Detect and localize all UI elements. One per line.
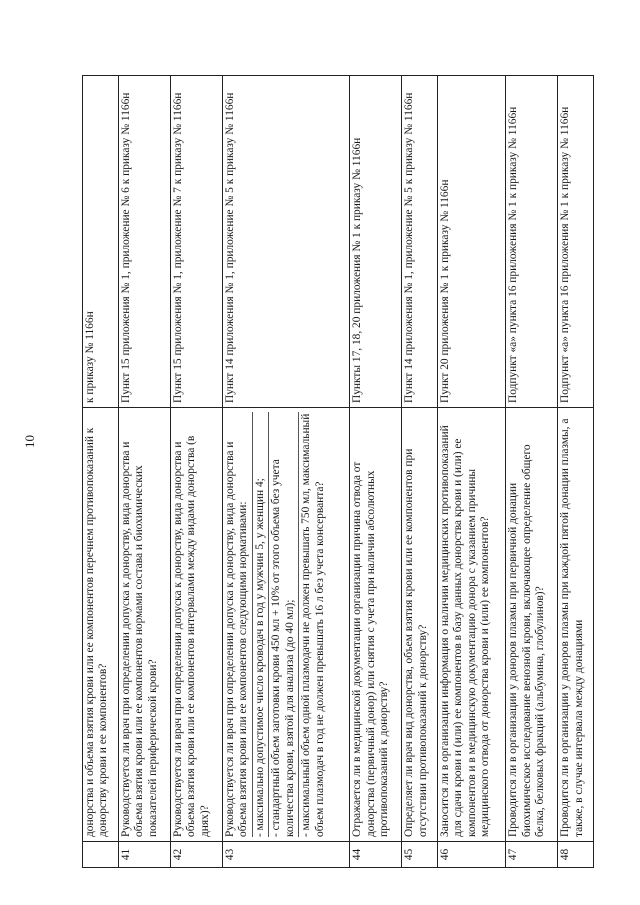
question-text: - максимальный объем одной плазмодачи не должен превышать 750 мл, максимальный объем плазмодач в год не должен превышать 16 л без учета консерванта? (300, 413, 326, 837)
question-text: Проводится ли в организации у доноров плазмы при первичной донации биохимическое исследование венозной крови, включающее определение общего белка, белковых фракций (альбумина, глобулинов)? (507, 444, 547, 837)
question-text: Отражается ли в медицинской документации организации причина отвода от донорства (первичный донор) или снятия с учета при наличии абсолютных противопоказаний к донорству? (351, 461, 391, 837)
question-cell (83, 408, 119, 842)
table-body (83, 76, 594, 868)
question-text: Проводится ли в организации у доноров плазмы при каждой пятой донации плазмы, а также, в случае интервала между донациями (559, 418, 585, 837)
question-cell (402, 408, 438, 842)
row-number: 42 (170, 842, 222, 868)
row-number: 41 (118, 842, 170, 868)
row-number: 43 (222, 842, 349, 868)
question-cell (170, 408, 222, 842)
reference-cell: Пункт 20 приложения № 1 к приказу № 1166н (437, 76, 505, 408)
question-text: Заносится ли в организации информация о наличии медицинских противопоказаний для сдачи крови и (или) ее компонентов в базу данных донорства крови и (или) ее компонентов и в медицинскую документацию донора с указанием причины медицинского отвода от донорства крови и (или) ее компонентов? (438, 425, 492, 837)
question-text: Руководствуется ли врач при определении допуска к донорству, вида донорства и объема взятия крови или ее компонентов нормами состава и биохимических показателей периферической крови? (119, 441, 159, 837)
row-number: 48 (558, 842, 594, 868)
table-row (83, 76, 119, 868)
table-row (402, 76, 438, 868)
reference-cell: Пункт 15 приложения № 1, приложение № 6 к приказу № 1166н (118, 76, 170, 408)
table-row (222, 76, 349, 868)
question-cell (118, 408, 170, 842)
reference-cell: Пункт 15 приложения № 1, приложение № 7 к приказу № 1166н (170, 76, 222, 408)
table-row (437, 76, 505, 868)
question-text: Определяет ли врач вид донорства, объем взятия крови или ее компонентов при отсутствии противопоказаний к донорству? (403, 448, 429, 837)
row-number: 44 (350, 842, 402, 868)
reference-cell: Пункты 17, 18, 20 приложения № 1 к приказу № 1166н (350, 76, 402, 408)
question-cell (506, 408, 558, 842)
question-cell (350, 408, 402, 842)
table-row (350, 76, 402, 868)
question-cell (222, 408, 349, 842)
question-text: - максимально допустимое число кроводач в год у мужчин 5, у женщин 4; (252, 412, 267, 837)
question-text: - стандартный объем заготовки крови 450 мл + 10% от этого объема без учета количества крови, взятой для анализа (до 40 мл); (268, 412, 297, 837)
row-number: 46 (437, 842, 505, 868)
checklist-table (82, 75, 594, 868)
reference-cell: Подпункт «а» пункта 16 приложения № 1 к приказу № 1166н (506, 76, 558, 408)
table-row (506, 76, 558, 868)
question-text: Руководствуется ли врач при определении допуска к донорству, вида донорства и объема взятия крови или ее компонентов следующими нормативами: (223, 441, 250, 837)
table-row (558, 76, 594, 868)
page-number: 10 (22, 435, 37, 448)
row-number: 45 (402, 842, 438, 868)
table-row (118, 76, 170, 868)
question-cell (558, 408, 594, 842)
reference-cell: Пункт 14 приложения № 1, приложение № 5 к приказу № 1166н (402, 76, 438, 408)
row-number (83, 842, 119, 868)
table-row (170, 76, 222, 868)
row-number: 47 (506, 842, 558, 868)
reference-cell: к приказу № 1166н (83, 76, 119, 408)
question-text: Руководствуется ли врач при определении допуска к донорству, вида донорства и объема взятия крови или ее компонентов интервалами между видами донорства (в днях)? (171, 435, 211, 837)
question-cell (437, 408, 505, 842)
reference-cell: Пункт 14 приложения № 1, приложение № 5 к приказу № 1166н (222, 76, 349, 408)
question-text: донорства и объема взятия крови или ее компонентов перечнем противопоказаний к донорству крови и ее компонентов? (84, 427, 110, 837)
reference-cell: Подпункт «а» пункта 16 приложения № 1 к приказу № 1166н (558, 76, 594, 408)
